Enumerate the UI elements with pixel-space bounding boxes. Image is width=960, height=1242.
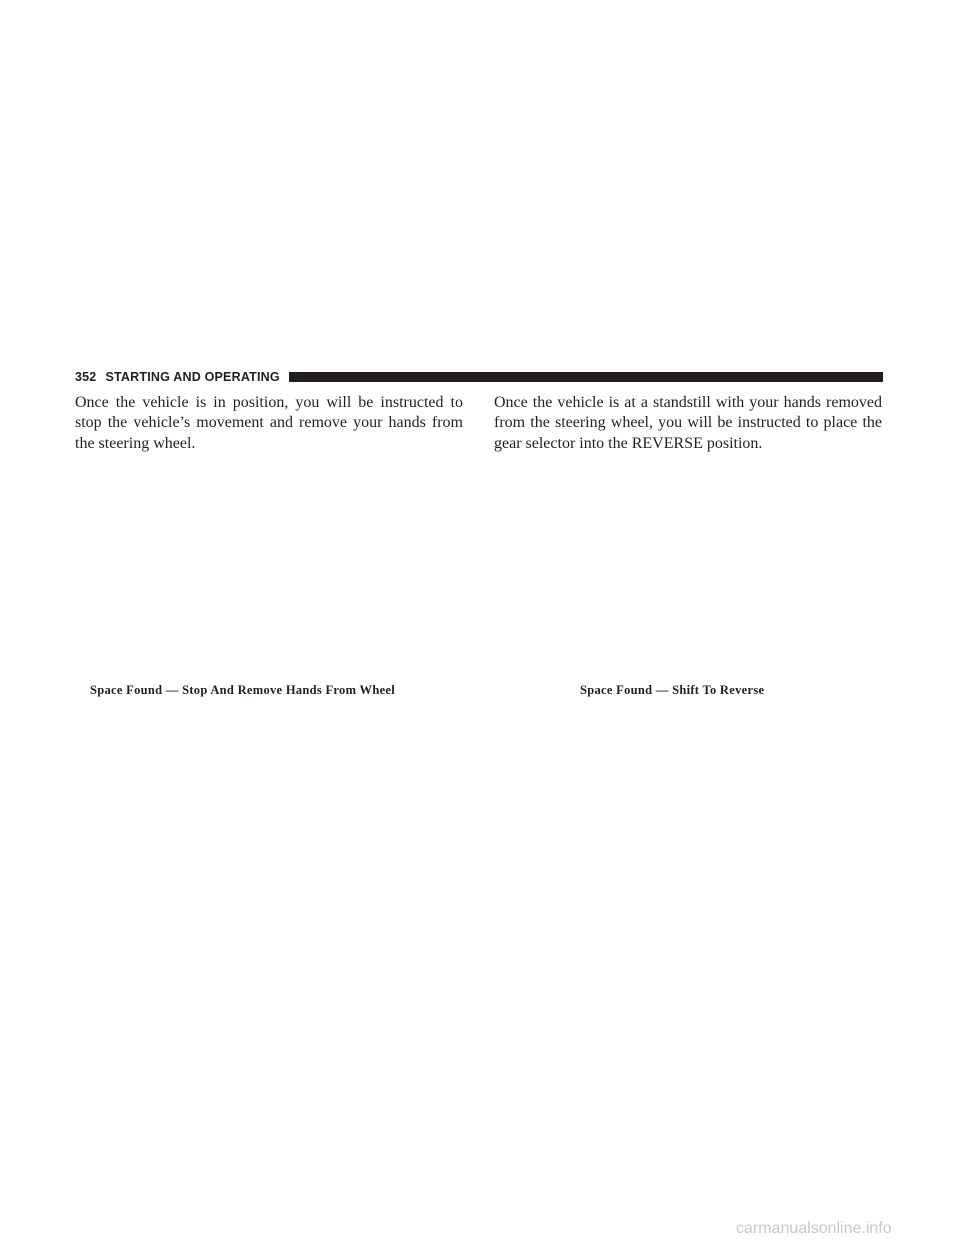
left-figure-caption: Space Found — Stop And Remove Hands From Wheel bbox=[90, 683, 396, 697]
right-paragraph: Once the vehicle is at a standstill with your hands removed from the steering wheel, you will be instructed to place the gear selector into the REVERSE position. bbox=[494, 394, 882, 452]
watermark-text: carmanualsonline.info bbox=[736, 1220, 892, 1237]
right-figure-caption: Space Found — Shift To Reverse bbox=[580, 683, 765, 697]
left-paragraph: Once the vehicle is in position, you will be instructed to stop the vehicle’s movement and remove your hands from the steering wheel. bbox=[75, 394, 463, 452]
right-figure-area bbox=[494, 470, 882, 670]
section-title: STARTING AND OPERATING bbox=[105, 370, 280, 384]
header-rule bbox=[289, 372, 883, 382]
site-watermark bbox=[736, 1218, 946, 1238]
page-header bbox=[75, 369, 883, 385]
left-figure-area bbox=[75, 470, 463, 670]
page-number: 352 bbox=[75, 370, 97, 384]
